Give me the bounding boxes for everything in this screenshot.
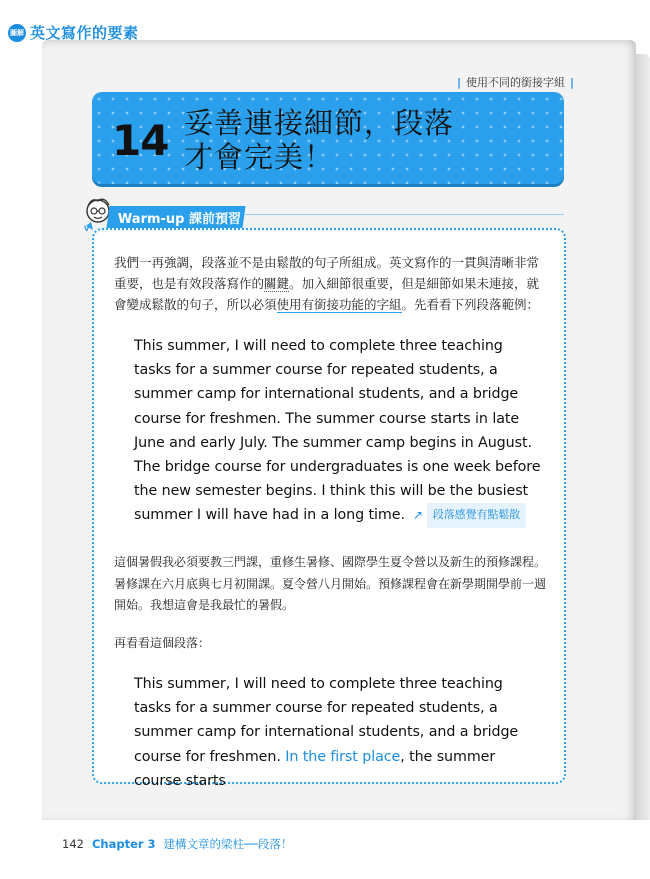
example2-highlight: In the first place [285, 748, 401, 765]
section-tag-text: 使用不同的銜接字組 [466, 76, 566, 89]
brand-title: 英文寫作的要素 [30, 24, 139, 42]
footer-chapter: Chapter 3 [91, 837, 156, 851]
warmup-tag [106, 206, 245, 228]
example2-text-2: , the summer course starts [134, 748, 496, 789]
chapter-number: 14 [112, 116, 169, 165]
intro-text-2: 。加入細節很重要，但是細節如果未連接，就會變成鬆散的句子，所以必須 [114, 276, 540, 312]
page-title: 妥善連接細節，段落 才會完美！ [184, 106, 455, 174]
example1-annotation: 段落感覺有點鬆散 [427, 503, 526, 527]
intro-emphasis: 使用有銜接功能的字組 [276, 297, 402, 312]
brand-badge: 圖解 [8, 24, 26, 42]
intro-text-1: 我們一再強調，段落並不是由鬆散的句子所組成。英文寫作的一貫與清晰非常重要，也是有效段落寫作的 [114, 255, 540, 291]
footer-chapter-title: 建構文章的梁柱──段落！ [163, 837, 293, 851]
svg-text:V: V [84, 225, 90, 232]
brand-header [8, 22, 139, 43]
warmup-label: Warm-up 課前預習 [118, 211, 242, 227]
again-label: 再看看這個段落： [114, 636, 211, 650]
example1-text: This summer, I will need to complete three teaching tasks for a summer course for repeated students, a summer camp for international students, and a bridge course for freshmen. The summer course starts in late June and early July. The summer camp begins in August. The bridge course for undergraduates is one week before the new semester begins. I think this will be the busiest summer I will have had in a long time. [134, 338, 541, 524]
example2-text-1: This summer, I will need to complete three teaching tasks for a summer course for repeated students, a summer camp for international students, and a bridge course for freshmen. [134, 676, 519, 765]
page-footer [62, 836, 292, 852]
warmup-divider [244, 214, 564, 215]
translation-paragraph: 這個暑假我必須要教三門課，重修生暑修、國際學生夏令營以及新生的預修課程。暑修課在六月底與七月初開課。夏令營八月開始。預修課程會在新學期開學前一週開始。我想這會是我最忙的暑假。 [114, 555, 547, 612]
example-paragraph-1 [134, 334, 544, 528]
intro-paragraph [114, 252, 550, 315]
squiggle-arrow-icon: ↗ [412, 508, 423, 523]
example-paragraph-2 [134, 672, 544, 793]
intro-text-3: 。先看看下列段落範例： [401, 297, 540, 312]
section-tag: | 使用不同的銜接字組 | [457, 76, 575, 89]
page-number: 142 [62, 837, 84, 851]
intro-keyword: 關鍵 [264, 276, 290, 291]
